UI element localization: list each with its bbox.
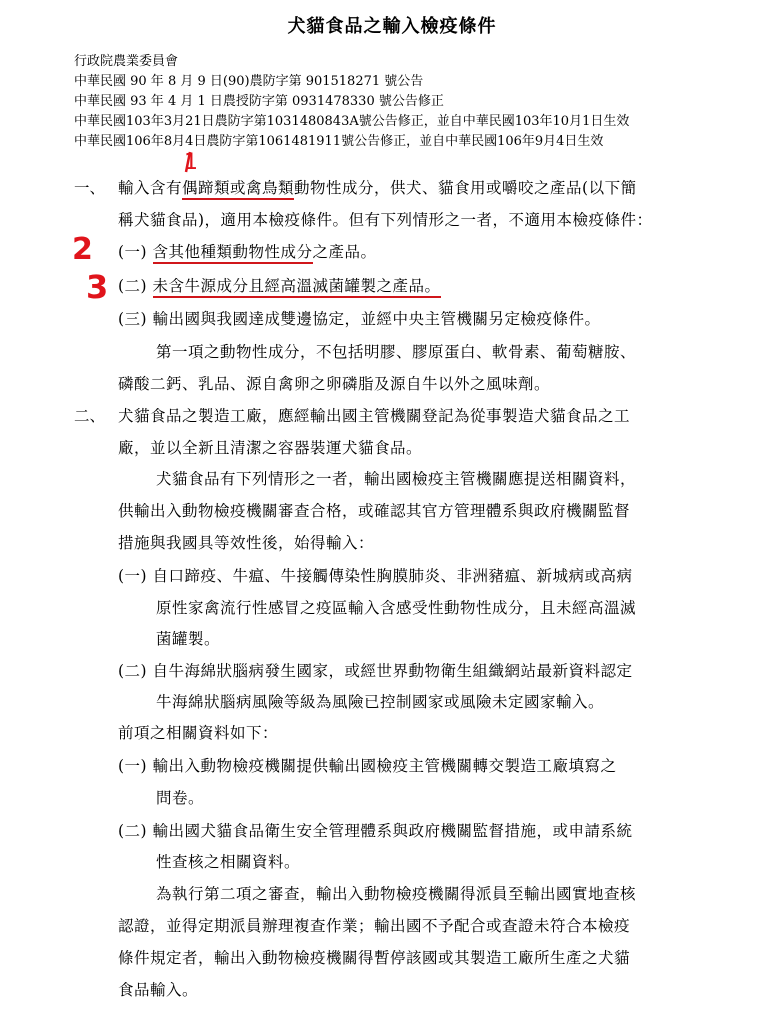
review-para-line-1: 為執行第二項之審查，輸出入動物檢疫機關得派員至輸出國實地查核: [156, 885, 637, 903]
annotation-mark-3: 3: [86, 268, 109, 306]
section-number-1: 一、: [74, 179, 106, 197]
related-info-heading: 前項之相關資料如下：: [118, 724, 279, 742]
section-2-item-1-line-3: 菌罐製。: [156, 630, 221, 648]
announcement-line-4: 中華民國106年8月4日農防字第1061481911號公告修正，並自中華民國106年9月4日生效: [74, 134, 604, 149]
annotation-mark-2: 2: [72, 232, 93, 267]
text: 輸入含有: [118, 179, 183, 197]
review-para-line-3: 條件規定者，輸出入動物檢疫機關得暫停該國或其製造工廠所生產之犬貓: [118, 949, 631, 967]
section-2-para-line-3: 措施與我國具等效性後，始得輸入：: [118, 534, 375, 552]
related-info-item-1-line-2: 問卷。: [156, 789, 205, 807]
review-para-line-4: 食品輸入。: [118, 981, 199, 999]
section-2-line-2: 廠，並以全新且清潔之容器裝運犬貓食品。: [118, 439, 423, 457]
highlighted-text: 未含牛源成分且經高溫滅菌罐製之產品。: [153, 277, 441, 298]
text: 動物性成分，供犬、貓食用或嚼咬之產品(以下簡: [294, 179, 637, 197]
section-2-item-1-line-1: (一) 自口蹄疫、牛瘟、牛接觸傳染性胸膜肺炎、非洲豬瘟、新城病或高病: [118, 567, 633, 585]
related-info-item-2-line-1: (二) 輸出國犬貓食品衛生安全管理體系與政府機關監督措施，或申請系統: [118, 822, 633, 840]
section-2-line-1: 犬貓食品之製造工廠，應經輸出國主管機關登記為從事製造犬貓食品之工: [118, 407, 631, 425]
highlighted-text: 偶蹄類或禽鳥類: [182, 179, 294, 200]
item-number: (一): [118, 243, 153, 261]
section-2-para-line-1: 犬貓食品有下列情形之一者，輸出國檢疫主管機關應提送相關資料，: [156, 470, 637, 488]
section-1-line-2: 稱犬貓食品)，適用本檢疫條件。但有下列情形之一者，不適用本檢疫條件：: [118, 211, 653, 229]
review-para-line-2: 認證，並得定期派員辦理複查作業；輸出國不予配合或查證未符合本檢疫: [118, 917, 631, 935]
section-1-note-line-2: 磷酸二鈣、乳品、源自禽卵之卵磷脂及源自牛以外之風味劑。: [118, 375, 551, 393]
item-number: (二): [118, 277, 153, 295]
announcement-line-3: 中華民國103年3月21日農防字第1031480843A號公告修正，並自中華民國103年10月1日生效: [74, 114, 630, 129]
section-1-item-3: (三) 輸出國與我國達成雙邊協定，並經中央主管機關另定檢疫條件。: [118, 310, 601, 328]
announcement-line-2: 中華民國 93 年 4 月 1 日農授防字第 0931478330 號公告修正: [74, 94, 444, 109]
text: 之產品。: [312, 243, 377, 261]
section-2-item-2-line-1: (二) 自牛海綿狀腦病發生國家，或經世界動物衛生組織網站最新資料認定: [118, 662, 633, 680]
related-info-item-2-line-2: 性查核之相關資料。: [156, 853, 301, 871]
section-2-item-2-line-2: 牛海綿狀腦病風險等級為風險已控制國家或風險未定國家輸入。: [156, 693, 605, 711]
highlighted-text: 含其他種類動物性成分: [153, 243, 313, 264]
announcement-line-1: 中華民國 90 年 8 月 9 日(90)農防字第 901518271 號公告: [74, 74, 424, 89]
section-2-item-1-line-2: 原性家禽流行性感冒之疫區輸入含感受性動物性成分，且未經高溫滅: [156, 599, 637, 617]
section-number-2: 二、: [74, 407, 106, 425]
annotation-stroke-1: [186, 152, 190, 172]
issuing-agency: 行政院農業委員會: [74, 54, 179, 69]
document-title: 犬貓食品之輸入檢疫條件: [287, 16, 497, 37]
section-1-note-line-1: 第一項之動物性成分，不包括明膠、膠原蛋白、軟骨素、葡萄糖胺、: [156, 343, 637, 361]
related-info-item-1-line-1: (一) 輸出入動物檢疫機關提供輸出國檢疫主管機關轉交製造工廠填寫之: [118, 757, 617, 775]
annotation-mark-1: 1: [184, 150, 198, 175]
section-2-para-line-2: 供輸出入動物檢疫機關審查合格，或確認其官方管理體系與政府機關監督: [118, 502, 631, 520]
